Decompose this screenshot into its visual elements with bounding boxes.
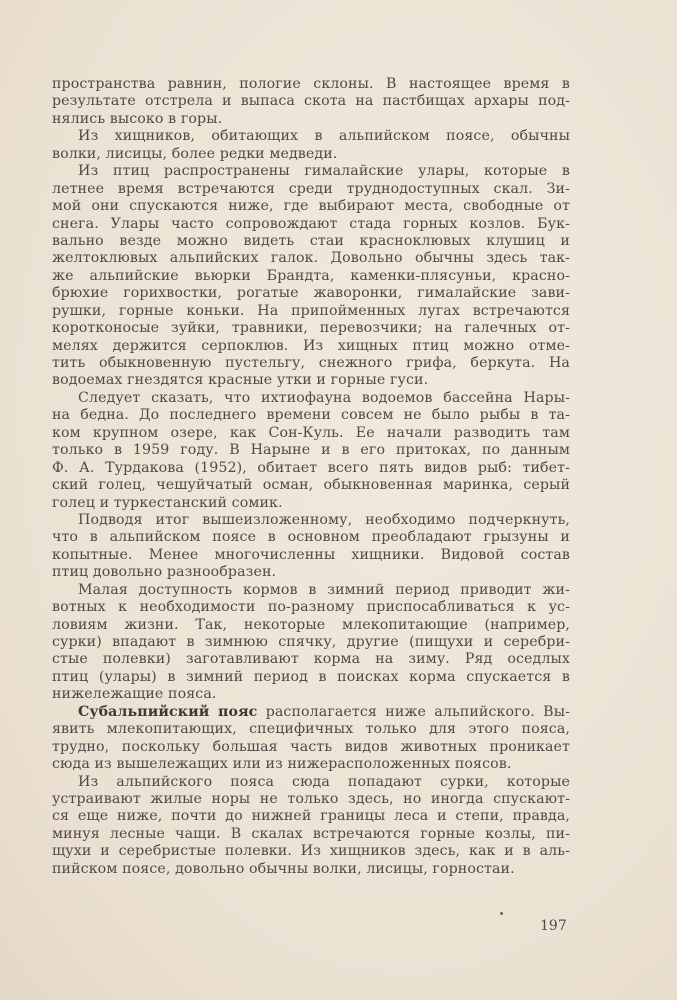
text-line — [52, 146, 570, 163]
page-number: 197 — [540, 918, 567, 934]
text-line — [52, 181, 570, 198]
line-text: Ф. А. Турдакова (1952), обитает всего пять видов рыб: тибет- — [52, 459, 570, 476]
line-text: Малая доступность кормов в зимний период приводит жи- — [78, 581, 570, 598]
line-text: тить обыкновенную пустельгу, снежного грифа, беркута. На — [52, 355, 570, 371]
text-line — [52, 128, 570, 145]
text-line — [52, 477, 570, 494]
line-text: стые полевки) заготавливают корма на зиму. Ряд оседлых — [52, 651, 570, 668]
line-text: снега. Улары часто сопровождают стада горных козлов. Бук- — [52, 215, 570, 232]
paragraph — [52, 774, 570, 879]
line-text: водоемах гнездятся красные утки и горные гуси. — [52, 372, 429, 389]
line-text: мелях держится серпоклюв. Из хищных птиц можно отме- — [52, 337, 570, 354]
line-text: же альпийские вьюрки Брандта, каменки-плясуньи, красно- — [52, 267, 570, 284]
line-text: пийском поясе, довольно обычны волки, лисицы, горностаи. — [52, 860, 515, 877]
text-line — [52, 268, 570, 285]
section-heading-inline: Субальпийский пояс — [78, 703, 258, 720]
text-line — [52, 390, 570, 407]
text-line — [52, 285, 570, 302]
line-text: ся еще ниже, почти до нижней границы леса и степи, правда, — [52, 808, 570, 825]
line-text: птиц (улары) в зимний период в поисках корма спускается в — [52, 668, 570, 685]
text-line — [52, 669, 570, 686]
text-line — [52, 198, 570, 215]
line-text: Из птиц распространены гималайские улары, которые в — [78, 163, 570, 180]
text-line — [52, 547, 570, 564]
text-line — [52, 93, 570, 110]
text-line — [52, 599, 570, 616]
text-line — [52, 338, 570, 355]
line-text: ловиям жизни. Так, некоторые млекопитающие (например, — [52, 616, 570, 633]
line-text: мой они спускаются ниже, где выбирают места, свободные от — [52, 198, 570, 215]
line-text: сюда из вышележащих или из нижерасположенных поясов. — [52, 756, 512, 773]
text-line — [52, 495, 570, 512]
text-line — [52, 529, 570, 546]
page-body-text — [52, 76, 570, 878]
line-text: птиц довольно разнообразен. — [52, 564, 277, 581]
line-text: ком крупном озере, как Сон-Куль. Ее начали разводить там — [52, 424, 570, 441]
paragraph — [52, 512, 570, 582]
text-line — [52, 791, 570, 808]
line-text: только в 1959 году. В Нарыне и в его притоках, по данным — [52, 442, 570, 459]
text-line — [52, 320, 570, 337]
text-line — [52, 826, 570, 843]
line-text: волки, лисицы, более редки медведи. — [52, 145, 338, 162]
line-text: что в альпийском поясе в основном преобладают грызуны и — [52, 529, 570, 546]
text-line — [52, 617, 570, 634]
line-text: Следует сказать, что ихтиофауна водоемов бассейна Нары- — [78, 389, 570, 406]
text-line — [52, 442, 570, 459]
text-line — [52, 460, 570, 477]
line-text: трудно, поскольку большая часть видов животных проникает — [52, 738, 570, 755]
line-text: минуя лесные чащи. В скалах встречаются горные козлы, пи- — [52, 825, 570, 842]
line-text: желтоклювых альпийских галок. Довольно обычны здесь так- — [52, 250, 570, 267]
text-line — [52, 512, 570, 529]
line-text: на бедна. До последнего времени совсем не было рыбы в та- — [52, 407, 570, 424]
text-line — [52, 250, 570, 267]
line-text: явить млекопитающих, специфичных только для этого пояса, — [52, 721, 570, 738]
line-text: летнее время встречаются среди труднодоступных скал. Зи- — [52, 180, 570, 197]
text-line — [52, 808, 570, 825]
paragraph — [52, 704, 570, 774]
line-text: коротконосые зуйки, травники, перевозчики; на галечных от- — [52, 320, 570, 337]
line-text: Подводя итог вышеизложенному, необходимо подчеркнуть, — [78, 511, 570, 528]
text-line — [52, 739, 570, 756]
line-text: результате отстрела и выпаса скота на пастбищах архары под- — [52, 93, 570, 110]
line-text: щухи и серебристые полевки. Из хищников здесь, как и в аль- — [52, 843, 570, 860]
text-line — [52, 425, 570, 442]
text-line — [52, 355, 570, 372]
text-line — [52, 372, 570, 389]
text-line — [52, 233, 570, 250]
line-text: сурки) впадают в зимнюю спячку, другие (пищухи и серебри- — [52, 634, 570, 650]
text-line — [52, 774, 570, 791]
line-text: пространства равнин, пологие склоны. В настоящее время в — [52, 76, 570, 92]
line-text: копытные. Менее многочисленны хищники. Видовой состав — [52, 546, 570, 563]
line-text: вотных к необходимости по-разному приспосабливаться к ус- — [52, 599, 570, 616]
text-line — [52, 216, 570, 233]
text-line — [52, 861, 570, 878]
text-line — [52, 721, 570, 738]
text-line — [52, 686, 570, 703]
text-line — [52, 163, 570, 180]
text-line — [52, 704, 570, 721]
text-line — [52, 76, 570, 93]
text-line — [52, 651, 570, 668]
line-text: располагается ниже альпийского. Вы- — [257, 703, 570, 720]
text-line — [52, 843, 570, 860]
text-line — [52, 564, 570, 581]
paragraph — [52, 390, 570, 512]
paragraph — [52, 582, 570, 704]
line-text: ский голец, чешуйчатый осман, обыкновенная маринка, серый — [52, 477, 570, 494]
paragraph — [52, 163, 570, 390]
line-text: рушки, горные коньки. На припойменных лугах встречаются — [52, 302, 570, 319]
paragraph — [52, 76, 570, 128]
paragraph — [52, 128, 570, 163]
line-text: вально везде можно видеть стаи красноклювых клушиц и — [52, 232, 570, 249]
line-text: брюхие горихвостки, рогатые жаворонки, гималайские зави- — [52, 285, 570, 302]
text-line — [52, 407, 570, 424]
line-text: нижележащие пояса. — [52, 686, 217, 703]
line-text: устраивают жилые норы не только здесь, но иногда спускают- — [52, 790, 570, 807]
text-line — [52, 756, 570, 773]
line-text: Из альпийского пояса сюда попадают сурки, которые — [78, 773, 570, 790]
ink-speck — [500, 912, 503, 915]
line-text: голец и туркестанский сомик. — [52, 494, 283, 511]
line-text: Из хищников, обитающих в альпийском поясе, обычны — [78, 128, 570, 145]
text-line — [52, 582, 570, 599]
text-line — [52, 303, 570, 320]
line-text: нялись высоко в горы. — [52, 110, 223, 127]
text-line — [52, 634, 570, 651]
text-line — [52, 111, 570, 128]
